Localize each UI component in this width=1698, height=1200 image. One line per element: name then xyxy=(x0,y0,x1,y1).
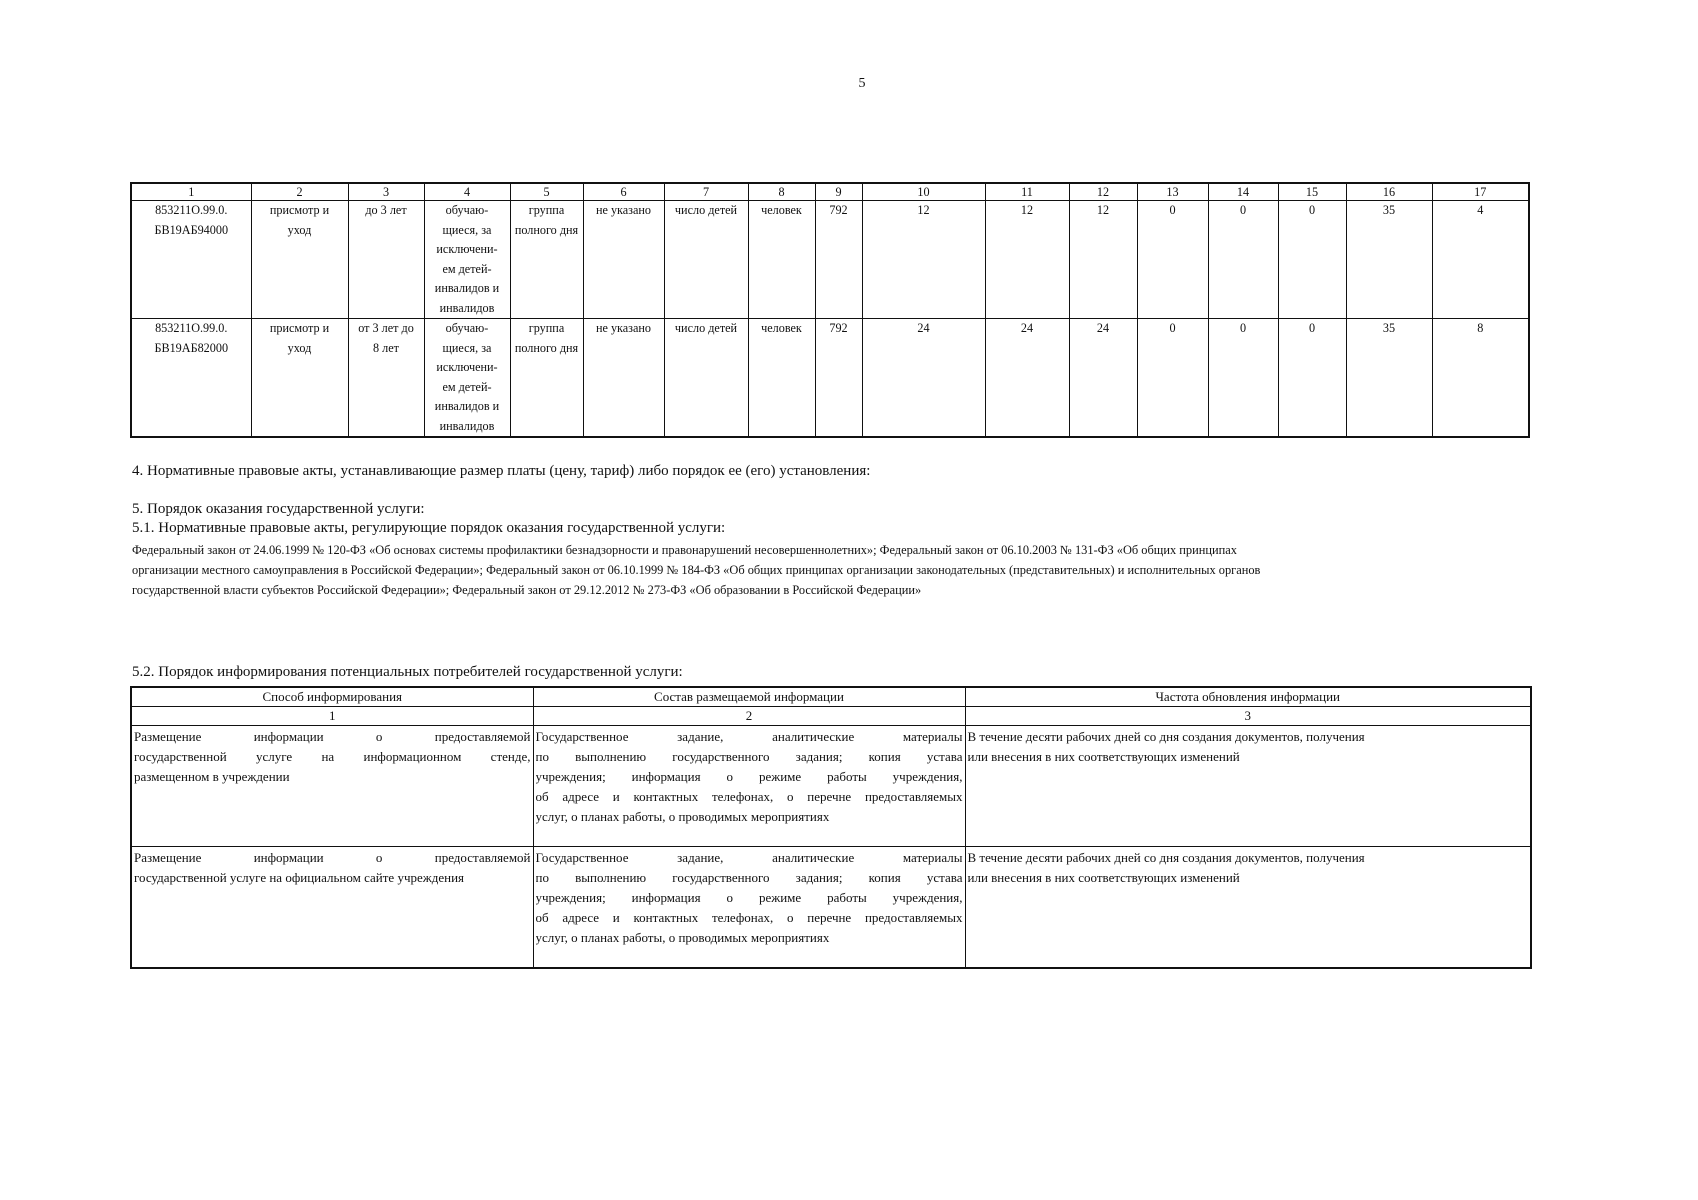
cell: 12 xyxy=(985,201,1069,319)
table-row xyxy=(131,726,1531,847)
column-header: 7 xyxy=(664,183,748,201)
table-header-row xyxy=(131,183,1529,201)
cell: 0 xyxy=(1278,201,1346,319)
cell: 12 xyxy=(862,201,985,319)
consumer-category: обучаю- щиеся, за исключени- ем детей- инвалидов и инвалидов xyxy=(424,319,510,438)
information-content: Государственное задание, аналитические материалы по выполнению государственного задания; копия устава учреждения; информация о режиме работы учреждения, об адресе и контактных телефонах, о перечне предоставляемых услуг, о планах работы, о проводимых мероприятиях xyxy=(533,726,965,847)
column-header: 13 xyxy=(1137,183,1208,201)
column-header: 1 xyxy=(131,183,251,201)
cell: 0 xyxy=(1137,319,1208,438)
registry-code: 853211О.99.0. БВ19АБ82000 xyxy=(131,319,251,438)
service-name: присмотр и уход xyxy=(251,201,348,319)
informing-method: Размещение информации о предоставляемой государственной услуге на информационном стенде, размещенном в учреждении xyxy=(131,726,533,847)
cell: 24 xyxy=(985,319,1069,438)
table-row xyxy=(131,201,1529,319)
age-range: от 3 лет до 8 лет xyxy=(348,319,424,438)
page-number: 5 xyxy=(858,76,866,91)
table-header-row xyxy=(131,687,1531,707)
column-header: 15 xyxy=(1278,183,1346,201)
column-header: 3 xyxy=(348,183,424,201)
section-5-1-heading: 5.1. Нормативные правовые акты, регулирующие порядок оказания государственной услуги: xyxy=(132,520,726,536)
cell: 12 xyxy=(1069,201,1137,319)
informing-table xyxy=(130,686,1532,969)
cell: 792 xyxy=(815,201,862,319)
cell: 8 xyxy=(1432,319,1529,438)
cell: 24 xyxy=(862,319,985,438)
group-type: группа полного дня xyxy=(510,201,583,319)
column-header: 6 xyxy=(583,183,664,201)
laws-line: государственной власти субъектов Российской Федерации»; Федеральный закон от 29.12.2012 № 273-ФЗ «Об образовании в Российской Федерации» xyxy=(132,583,922,597)
cell: не указано xyxy=(583,201,664,319)
information-content: Государственное задание, аналитические материалы по выполнению государственного задания; копия устава учреждения; информация о режиме работы учреждения, об адресе и контактных телефонах, о перечне предоставляемых услуг, о планах работы, о проводимых мероприятиях xyxy=(533,847,965,969)
cell: 0 xyxy=(1208,319,1278,438)
update-frequency: В течение десяти рабочих дней со дня создания документов, получения или внесения в них соответствующих изменений xyxy=(965,726,1531,847)
laws-line: Федеральный закон от 24.06.1999 № 120-ФЗ «Об основах системы профилактики безнадзорности и правонарушений несовершеннолетних»; Федеральный закон от 06.10.2003 № 131-ФЗ «Об общих принципах xyxy=(132,543,1237,557)
column-header: 12 xyxy=(1069,183,1137,201)
informing-method: Размещение информации о предоставляемой государственной услуге на официальном сайте учреждения xyxy=(131,847,533,969)
column-header: 4 xyxy=(424,183,510,201)
age-range: до 3 лет xyxy=(348,201,424,319)
column-header: 14 xyxy=(1208,183,1278,201)
column-header: 2 xyxy=(251,183,348,201)
column-header: 10 xyxy=(862,183,985,201)
column-number: 3 xyxy=(965,707,1531,726)
section-5-heading: 5. Порядок оказания государственной услуги: xyxy=(132,501,425,517)
column-number: 1 xyxy=(131,707,533,726)
section-5-2-heading: 5.2. Порядок информирования потенциальных потребителей государственной услуги: xyxy=(132,664,683,680)
column-header: 8 xyxy=(748,183,815,201)
cell: число детей xyxy=(664,319,748,438)
cell: 24 xyxy=(1069,319,1137,438)
update-frequency: В течение десяти рабочих дней со дня создания документов, получения или внесения в них соответствующих изменений xyxy=(965,847,1531,969)
cell: 35 xyxy=(1346,201,1432,319)
laws-line: организации местного самоуправления в Российской Федерации»; Федеральный закон от 06.10.1999 № 184-ФЗ «Об общих принципах организации законодательных (представительных) и исполнительных органов xyxy=(132,563,1261,577)
column-header: Частота обновления информации xyxy=(965,687,1531,707)
column-header: 5 xyxy=(510,183,583,201)
cell: человек xyxy=(748,201,815,319)
registry-code: 853211О.99.0. БВ19АБ94000 xyxy=(131,201,251,319)
column-header: 17 xyxy=(1432,183,1529,201)
column-header: 9 xyxy=(815,183,862,201)
column-header: Состав размещаемой информации xyxy=(533,687,965,707)
cell: 792 xyxy=(815,319,862,438)
table-number-row xyxy=(131,707,1531,726)
section-4-heading: 4. Нормативные правовые акты, устанавливающие размер платы (цену, тариф) либо порядок ее (его) установления: xyxy=(132,463,871,479)
service-name: присмотр и уход xyxy=(251,319,348,438)
cell: 0 xyxy=(1137,201,1208,319)
cell: 35 xyxy=(1346,319,1432,438)
column-header: 11 xyxy=(985,183,1069,201)
cell: 0 xyxy=(1278,319,1346,438)
cell: человек xyxy=(748,319,815,438)
consumer-category: обучаю- щиеся, за исключени- ем детей- инвалидов и инвалидов xyxy=(424,201,510,319)
laws-paragraph xyxy=(132,540,1532,600)
indicators-table xyxy=(130,182,1530,438)
group-type: группа полного дня xyxy=(510,319,583,438)
table-row xyxy=(131,319,1529,438)
column-header: Способ информирования xyxy=(131,687,533,707)
cell: 4 xyxy=(1432,201,1529,319)
table-row xyxy=(131,847,1531,969)
cell: 0 xyxy=(1208,201,1278,319)
column-header: 16 xyxy=(1346,183,1432,201)
cell: число детей xyxy=(664,201,748,319)
column-number: 2 xyxy=(533,707,965,726)
cell: не указано xyxy=(583,319,664,438)
